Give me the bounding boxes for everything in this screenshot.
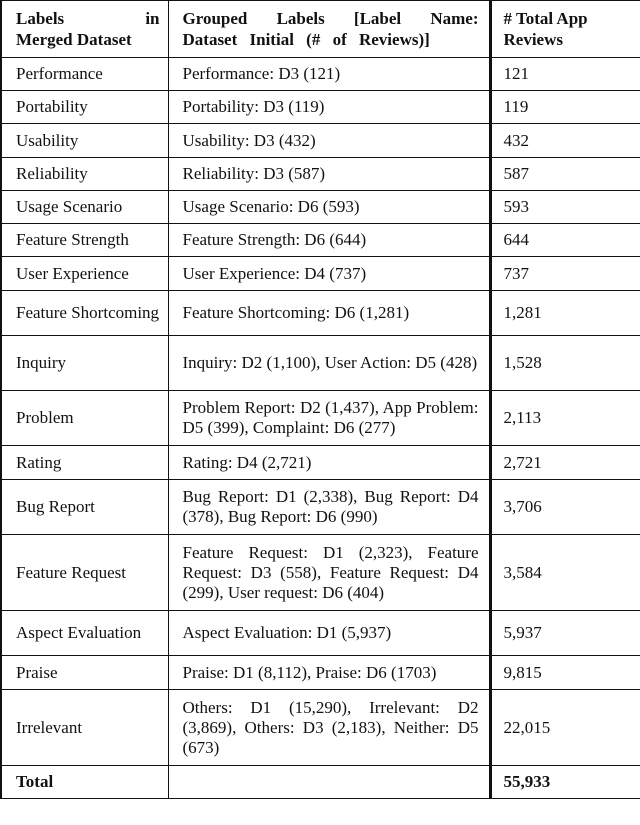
total-cell: 22,015 (490, 690, 640, 766)
header-text: in (145, 9, 160, 28)
table-row (1, 58, 640, 91)
total-cell: 119 (490, 91, 640, 124)
total-cell: 593 (490, 191, 640, 224)
total-row (1, 766, 640, 799)
table-row (1, 224, 640, 257)
table-row (1, 158, 640, 191)
total-grouped-cell (168, 766, 490, 799)
grouped-labels-cell: Feature Shortcoming: D6 (1,281) (168, 291, 490, 336)
label-cell: Reliability (1, 158, 168, 191)
table-row (1, 124, 640, 158)
total-cell: 432 (490, 124, 640, 158)
label-cell: Bug Report (1, 480, 168, 535)
grouped-labels-cell: Usage Scenario: D6 (593) (168, 191, 490, 224)
total-cell: 1,528 (490, 336, 640, 391)
grouped-labels-cell: User Experience: D4 (737) (168, 257, 490, 291)
table-row (1, 535, 640, 611)
total-cell: 2,721 (490, 446, 640, 480)
label-cell: Irrelevant (1, 690, 168, 766)
label-cell: Inquiry (1, 336, 168, 391)
table-row (1, 446, 640, 480)
total-cell: 121 (490, 58, 640, 91)
label-cell: Rating (1, 446, 168, 480)
header-text: Merged Dataset (16, 30, 132, 49)
grouped-labels-cell: Problem Report: D2 (1,437), App Problem: D5 (399), Complaint: D6 (277) (168, 391, 490, 446)
grouped-labels-cell: Aspect Evaluation: D1 (5,937) (168, 611, 490, 656)
header-text: Labels (16, 9, 65, 28)
grouped-labels-cell: Rating: D4 (2,721) (168, 446, 490, 480)
table-row (1, 391, 640, 446)
header-total-app-reviews: # Total App Reviews (490, 1, 640, 58)
grouped-labels-cell: Reliability: D3 (587) (168, 158, 490, 191)
grouped-labels-cell: Praise: D1 (8,112), Praise: D6 (1703) (168, 656, 490, 690)
table-row (1, 91, 640, 124)
label-cell: Usage Scenario (1, 191, 168, 224)
label-cell: Usability (1, 124, 168, 158)
table-row (1, 257, 640, 291)
table-row (1, 611, 640, 656)
total-cell: 5,937 (490, 611, 640, 656)
label-cell: Feature Request (1, 535, 168, 611)
grouped-labels-cell: Inquiry: D2 (1,100), User Action: D5 (428) (168, 336, 490, 391)
grouped-labels-cell: Others: D1 (15,290), Irrelevant: D2 (3,869), Others: D3 (2,183), Neither: D5 (673) (168, 690, 490, 766)
total-cell: 644 (490, 224, 640, 257)
grouped-labels-cell: Portability: D3 (119) (168, 91, 490, 124)
total-cell: 9,815 (490, 656, 640, 690)
header-row (1, 1, 640, 58)
table-row (1, 191, 640, 224)
total-cell: 587 (490, 158, 640, 191)
label-cell: Performance (1, 58, 168, 91)
grouped-labels-cell: Usability: D3 (432) (168, 124, 490, 158)
grouped-labels-cell: Performance: D3 (121) (168, 58, 490, 91)
table-row (1, 480, 640, 535)
table-row (1, 690, 640, 766)
label-cell: Portability (1, 91, 168, 124)
grouped-labels-cell: Bug Report: D1 (2,338), Bug Report: D4 (378), Bug Report: D6 (990) (168, 480, 490, 535)
table-row (1, 656, 640, 690)
total-cell: 3,584 (490, 535, 640, 611)
table-row (1, 336, 640, 391)
header-grouped-labels: Grouped Labels [Label Name: Dataset Initial (# of Reviews)] (168, 1, 490, 58)
label-cell: User Experience (1, 257, 168, 291)
label-cell: Feature Shortcoming (1, 291, 168, 336)
total-cell: 1,281 (490, 291, 640, 336)
total-cell: 737 (490, 257, 640, 291)
grouped-labels-cell: Feature Request: D1 (2,323), Feature Request: D3 (558), Feature Request: D4 (299), User request: D6 (404) (168, 535, 490, 611)
grand-total-cell: 55,933 (490, 766, 640, 799)
total-label-cell: Total (1, 766, 168, 799)
table-row (1, 291, 640, 336)
table-body (1, 58, 640, 799)
label-cell: Praise (1, 656, 168, 690)
label-cell: Feature Strength (1, 224, 168, 257)
label-cell: Aspect Evaluation (1, 611, 168, 656)
label-cell: Problem (1, 391, 168, 446)
total-cell: 2,113 (490, 391, 640, 446)
total-cell: 3,706 (490, 480, 640, 535)
header-labels-in-merged-dataset (1, 1, 168, 58)
grouped-labels-cell: Feature Strength: D6 (644) (168, 224, 490, 257)
